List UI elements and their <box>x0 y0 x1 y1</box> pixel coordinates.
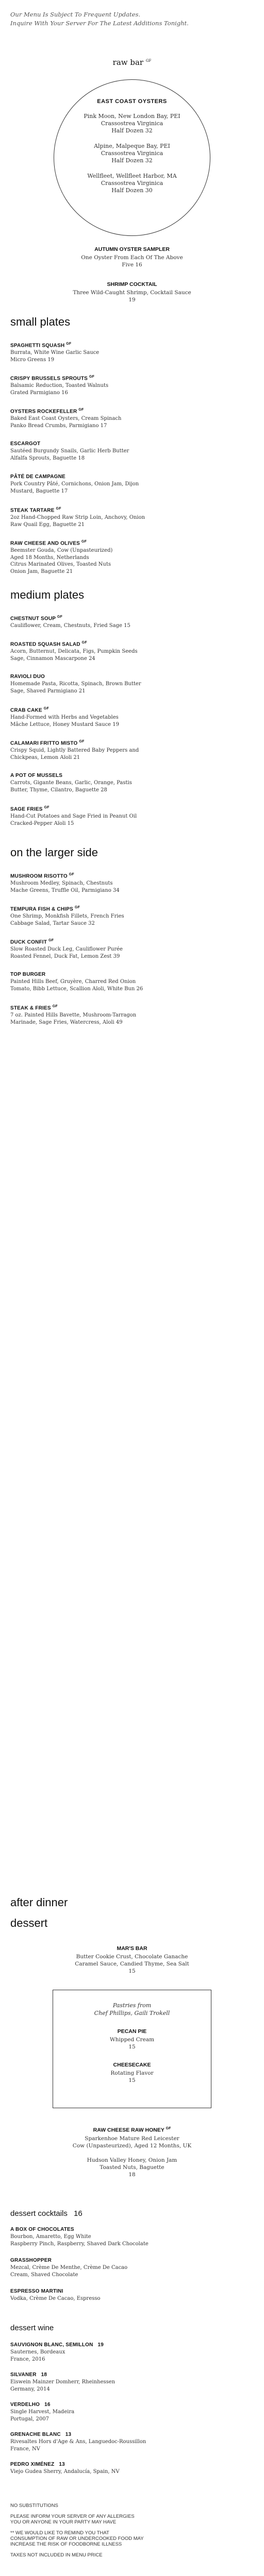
oyster-name: Alpine, Malpeque Bay, PEI <box>94 143 170 149</box>
item-desc: Sage, Cinnamon Mascarpone 24 <box>10 655 95 662</box>
item-desc: Cabbage Salad, Tartar Sauce 32 <box>10 920 95 926</box>
after-dinner-title: after dinner <box>10 1896 68 1909</box>
pastry-item <box>53 2028 211 2050</box>
item-name: TEMPURA FISH & CHIPS <box>10 906 73 912</box>
oyster-price: Half Dozen 32 <box>111 157 153 164</box>
item-desc: Germany, 2014 <box>10 2386 50 2392</box>
pastry-item <box>53 2062 211 2084</box>
item-desc: Mâche Lettuce, Honey Mustard Sauce 19 <box>10 721 120 727</box>
pastry-price: 15 <box>128 2077 136 2083</box>
pastry-desc: Whipped Cream <box>109 2037 155 2043</box>
item-desc: Acorn, Butternut, Delicata, Figs, Pumpkin Seeds <box>10 649 138 655</box>
oyster-price: Half Dozen 32 <box>111 127 153 134</box>
disclaimer-block <box>10 2503 253 2558</box>
oyster-item <box>54 143 210 164</box>
gf-mark: GF <box>52 1005 58 1008</box>
item-desc: 2oz Hand-Chopped Raw Strip Loin, Anchovy, Onion <box>10 515 145 521</box>
sampler-title: AUTUMN OYSTER SAMPLER <box>94 246 170 252</box>
dessert-cocktails-title: dessert cocktails <box>10 2209 68 2218</box>
gf-mark: GF <box>89 375 95 379</box>
menu-item <box>10 740 253 761</box>
item-desc: Bourbon, Amaretto, Egg White <box>10 2234 91 2240</box>
item-desc: Tomato, Bibb Lettuce, Scallion Aïoli, White Bun 26 <box>10 986 143 992</box>
oyster-circle <box>54 79 210 236</box>
gf-mark: GF <box>78 408 84 412</box>
item-desc: France, NV <box>10 2446 40 2452</box>
raw-cheese-line: 18 <box>128 2171 136 2178</box>
item-name: ESCARGOT <box>10 441 41 447</box>
menu-item <box>10 972 253 992</box>
gf-mark: GF <box>43 707 49 710</box>
menu-item <box>10 342 253 363</box>
item-desc: Burrata, White Wine Garlic Sauce <box>10 350 100 356</box>
item-name: A BOX OF CHOCOLATES <box>10 2227 74 2232</box>
gf-mark: GF <box>166 2127 171 2130</box>
item-desc: Citrus Marinated Olives, Toasted Nuts <box>10 562 111 568</box>
pastry-heading <box>53 2002 211 2017</box>
disclaimer-line: ** WE WOULD LIKE TO REMIND YOU THAT <box>10 2530 109 2536</box>
gf-mark: GF <box>56 507 61 511</box>
item-name: SAUVIGNON BLANC, SEMILLON <box>10 2342 93 2348</box>
menu-item <box>10 873 253 894</box>
item-desc: Cauliflower, Cream, Chestnuts, Fried Sage 15 <box>10 623 130 629</box>
dessert-wine-title: dessert wine <box>10 2324 54 2332</box>
pastry-box <box>53 1990 211 2108</box>
item-desc: Hand-Formed with Herbs and Vegetables <box>10 715 119 721</box>
small-plates-title: small plates <box>10 315 71 328</box>
item-desc: Mustard, Baguette 17 <box>10 488 68 494</box>
item-name: PÂTÉ DE CAMPAGNE <box>10 474 65 480</box>
item-name: MUSHROOM RISOTTO <box>10 873 68 879</box>
item-desc: Single Harvest, Madeira <box>10 2409 75 2415</box>
item-name: SAGE FRIES <box>10 806 43 812</box>
item-desc: Micro Greens 19 <box>10 357 55 363</box>
oyster-species: Crassostrea Virginica <box>101 150 163 157</box>
item-desc: Portugal, 2007 <box>10 2416 49 2422</box>
intro-line-2: Inquire With Your Server For The Latest Additions Tonight. <box>10 20 189 27</box>
raw-cheese-line: Cow (Unpasteurized), Aged 12 Months, UK <box>72 2142 192 2149</box>
item-desc: Hand-Cut Potatoes and Sage Fried in Peanut Oil <box>10 814 137 820</box>
item-name: RAW CHEESE AND OLIVES <box>10 540 80 547</box>
item-name: CRAB CAKE <box>10 707 42 714</box>
menu-item <box>10 939 253 960</box>
oyster-price: Half Dozen 30 <box>111 187 153 194</box>
item-desc: Grated Parmigiano 16 <box>10 389 68 396</box>
shrimp-title: SHRIMP COCKTAIL <box>107 281 157 287</box>
item-name: ESPRESSO MARTINI <box>10 2289 63 2294</box>
disclaimer-line: CONSUMPTION OF RAW OR UNDERCOOKED FOOD MAY <box>10 2536 144 2541</box>
item-desc: Painted Hills Beef, Gruyère, Charred Red Onion <box>10 979 136 985</box>
item-price: 16 <box>44 2402 51 2408</box>
item-desc: Sauternes, Bordeaux <box>10 2349 65 2355</box>
intro-line-1: Our Menu Is Subject To Frequent Updates. <box>10 11 141 18</box>
oyster-name: Wellfleet, Wellfleet Harbor, MA <box>87 173 177 179</box>
item-desc: Homemade Pasta, Ricotta, Spinach, Brown Butter <box>10 681 141 687</box>
item-desc: Baked East Coast Oysters, Cream Spinach <box>10 416 122 422</box>
menu-item <box>10 806 253 827</box>
gf-mark: GF <box>66 342 72 346</box>
sampler-desc: One Oyster From Each Of The Above <box>81 255 183 261</box>
item-desc: Butter, Thyme, Cilantro, Baguette 28 <box>10 787 107 793</box>
item-desc: Viejo Gudea Sherry, Andalucía, Spain, NV <box>10 2469 120 2475</box>
disclaimer-line: PLEASE INFORM YOUR SERVER OF ANY ALLERGIES <box>10 2514 135 2519</box>
item-desc: Alfalfa Sprouts, Baguette 18 <box>10 455 85 461</box>
menu-item <box>10 906 253 927</box>
item-desc: Crispy Squid, Lightly Battered Baby Peppers and <box>10 748 139 754</box>
oyster-item <box>54 173 210 194</box>
menu-item <box>10 1005 253 1026</box>
oyster-heading: EAST COAST OYSTERS <box>97 98 167 105</box>
wine-item <box>10 2372 253 2393</box>
item-name: PEDRO XIMÉNEZ <box>10 2462 55 2467</box>
raw-cheese-title-text: RAW CHEESE RAW HONEY <box>93 2127 164 2133</box>
wine-item <box>10 2432 253 2452</box>
menu-item <box>10 408 253 429</box>
raw-cheese-honey <box>0 2127 264 2178</box>
pastry-name: CHEESECAKE <box>113 2062 151 2068</box>
item-name: GRASSHOPPER <box>10 2258 52 2263</box>
pastry-price: 15 <box>128 2044 136 2050</box>
gf-mark: GF <box>48 939 54 942</box>
mars-bar <box>0 1945 264 1975</box>
gf-mark: GF <box>81 540 87 544</box>
item-desc: France, 2016 <box>10 2356 45 2362</box>
item-desc: Carrots, Gigante Beans, Garlic, Orange, Pastis <box>10 780 132 786</box>
gf-mark: GF <box>81 641 87 645</box>
sampler-price: Five 16 <box>122 262 142 268</box>
gf-mark: GF <box>57 615 63 619</box>
menu-item <box>10 540 253 575</box>
disclaimer-line: YOU OR ANYONE IN YOUR PARTY MAY HAVE <box>10 2519 117 2525</box>
raw-bar-title-text: raw bar <box>112 58 144 67</box>
cocktail-item <box>10 2289 253 2302</box>
item-desc: Cream, Shaved Chocolate <box>10 2272 78 2278</box>
item-desc: Roasted Fennel, Duck Fat, Lemon Zest 39 <box>10 953 120 959</box>
item-name: CHESTNUT SOUP <box>10 616 56 622</box>
item-price: 18 <box>41 2372 47 2378</box>
gf-mark: GF <box>79 740 85 743</box>
oyster-name: Pink Moon, New London Bay, PEI <box>84 113 180 120</box>
item-name: SPAGHETTI SQUASH <box>10 343 65 349</box>
pastry-name: PECAN PIE <box>117 2028 147 2035</box>
item-desc: Sautéed Burgundy Snails, Garlic Herb Butter <box>10 448 129 454</box>
medium-plates-title: medium plates <box>10 588 85 601</box>
raw-cheese-title <box>0 2127 264 2133</box>
item-name: DUCK CONFIT <box>10 939 47 945</box>
item-name: SILVANER <box>10 2372 37 2378</box>
item-name: GRENACHE BLANC <box>10 2432 61 2437</box>
item-desc: Raw Quail Egg, Baguette 21 <box>10 521 85 528</box>
disclaimer-line: TAXES NOT INCLUDED IN MENU PRICE <box>10 2552 103 2558</box>
item-desc: Balsamic Reduction, Toasted Walnuts <box>10 383 109 389</box>
item-desc: Cracked-Pepper Aïoli 15 <box>10 820 74 826</box>
disclaimer-line: NO SUBSTITUTIONS <box>10 2503 58 2509</box>
menu-item <box>10 707 253 728</box>
menu-item <box>10 615 253 630</box>
item-name: CRISPY BRUSSELS SPROUTS <box>10 376 88 382</box>
item-desc: Sage, Shaved Parmigiano 21 <box>10 688 86 694</box>
raw-cheese-line: Sparkenhoe Mature Red Leicester <box>85 2135 179 2142</box>
disclaimer-line: INCREASE THE RISK OF FOODBORNE ILLNESS <box>10 2541 122 2547</box>
mars-bar-title: MAR'S BAR <box>117 1945 147 1952</box>
pastry-heading-line: Pastries from <box>112 2002 152 2009</box>
item-desc: Aged 18 Months, Netherlands <box>10 554 89 561</box>
raw-cheese-line: Hudson Valley Honey, Onion Jam <box>87 2157 177 2163</box>
item-desc: Raspberry Pinch, Raspberry, Shaved Dark Chocolate <box>10 2241 148 2247</box>
pastry-desc: Rotating Flavor <box>110 2070 154 2076</box>
menu-item <box>10 441 253 462</box>
item-desc: Mache Greens, Truffle Oil, Parmigiano 34 <box>10 887 120 893</box>
menu-item <box>10 375 253 396</box>
cocktail-item <box>10 2227 253 2247</box>
item-desc: Mushroom Medley, Spinach, Chestnuts <box>10 880 113 887</box>
wine-item <box>10 2462 253 2476</box>
item-price: 13 <box>59 2462 65 2467</box>
item-desc: Chickpeas, Lemon Aïoli 21 <box>10 754 80 760</box>
item-desc: Eiswein Mainzer Domherr, Rheinhessen <box>10 2379 116 2385</box>
item-name: STEAK TARTARE <box>10 507 55 514</box>
menu-item <box>10 773 253 793</box>
item-desc: Rivesaltes Hors d'Age & Ans, Languedoc-Roussillon <box>10 2439 146 2445</box>
oyster-item <box>54 113 210 134</box>
item-name: CALAMARI FRITTO MISTO <box>10 740 78 747</box>
item-name: OYSTERS ROCKEFELLER <box>10 409 77 415</box>
menu-item <box>10 641 253 662</box>
item-desc: Slow Roasted Duck Leg, Cauliflower Purée <box>10 946 123 953</box>
item-desc: Mezcal, Crème De Menthe, Crème De Cacao <box>10 2265 128 2270</box>
raw-cheese-line <box>0 2149 264 2157</box>
mars-bar-desc: Butter Cookie Crust, Chocolate Ganache <box>76 1954 188 1960</box>
gf-mark: GF <box>69 873 74 876</box>
dessert-cocktails-heading <box>10 2209 82 2218</box>
shrimp-price: 19 <box>128 297 136 303</box>
dessert-title: dessert <box>10 1917 48 1929</box>
item-name: ROASTED SQUASH SALAD <box>10 641 80 648</box>
pastry-chefs: Chef Phillips, Gaili Trokell <box>94 2010 170 2016</box>
item-desc: Vodka, Crème De Cacao, Espresso <box>10 2296 101 2301</box>
cocktail-item <box>10 2258 253 2278</box>
raw-cheese-line: Toasted Nuts, Baguette <box>100 2164 164 2171</box>
oyster-species: Crassostrea Virginica <box>101 180 163 187</box>
larger-side-title: on the larger side <box>10 846 98 859</box>
wine-item <box>10 2342 253 2363</box>
raw-bar-gf-mark: GF <box>145 59 152 63</box>
dessert-cocktails-price: 16 <box>74 2209 82 2218</box>
item-name: TOP BURGER <box>10 972 46 977</box>
menu-item <box>10 507 253 528</box>
wine-item <box>10 2402 253 2422</box>
item-price: 19 <box>97 2342 104 2348</box>
item-desc: Beemster Gouda, Cow (Unpasteurized) <box>10 548 113 554</box>
oyster-species: Crassostrea Virginica <box>101 120 163 127</box>
item-name: STEAK & FRIES <box>10 1005 51 1011</box>
intro-note <box>10 10 253 28</box>
item-desc: 7 oz. Painted Hills Bavette, Mushroom-Tarragon <box>10 1012 137 1019</box>
item-name: A POT OF MUSSELS <box>10 773 63 778</box>
mars-bar-desc: Caramel Sauce, Candied Thyme, Sea Salt <box>75 1961 189 1967</box>
raw-bar-title <box>0 58 264 67</box>
item-price: 13 <box>65 2432 72 2437</box>
item-desc: Marinade, Sage Fries, Watercress, Aïoli 49 <box>10 1019 123 1025</box>
menu-item <box>10 674 253 694</box>
shrimp-desc: Three Wild-Caught Shrimp, Cocktail Sauce <box>73 290 191 296</box>
shrimp-cocktail <box>0 281 264 303</box>
oyster-sampler <box>0 246 264 268</box>
gf-mark: GF <box>44 806 50 809</box>
gf-mark: GF <box>74 906 80 909</box>
item-desc: Panko Bread Crumbs, Parmigiano 17 <box>10 422 107 429</box>
item-name: VERDELHO <box>10 2402 40 2408</box>
mars-bar-price: 15 <box>128 1968 136 1974</box>
oyster-list <box>54 98 210 202</box>
item-desc: Onion Jam, Baguette 21 <box>10 568 73 574</box>
item-name: RAVIOLI DUO <box>10 674 45 680</box>
item-desc: Pork Country Pâté, Cornichons, Onion Jam, Dijon <box>10 481 139 487</box>
item-desc: One Shrimp, Monkfish Fillets, French Fries <box>10 913 124 920</box>
menu-item <box>10 474 253 495</box>
